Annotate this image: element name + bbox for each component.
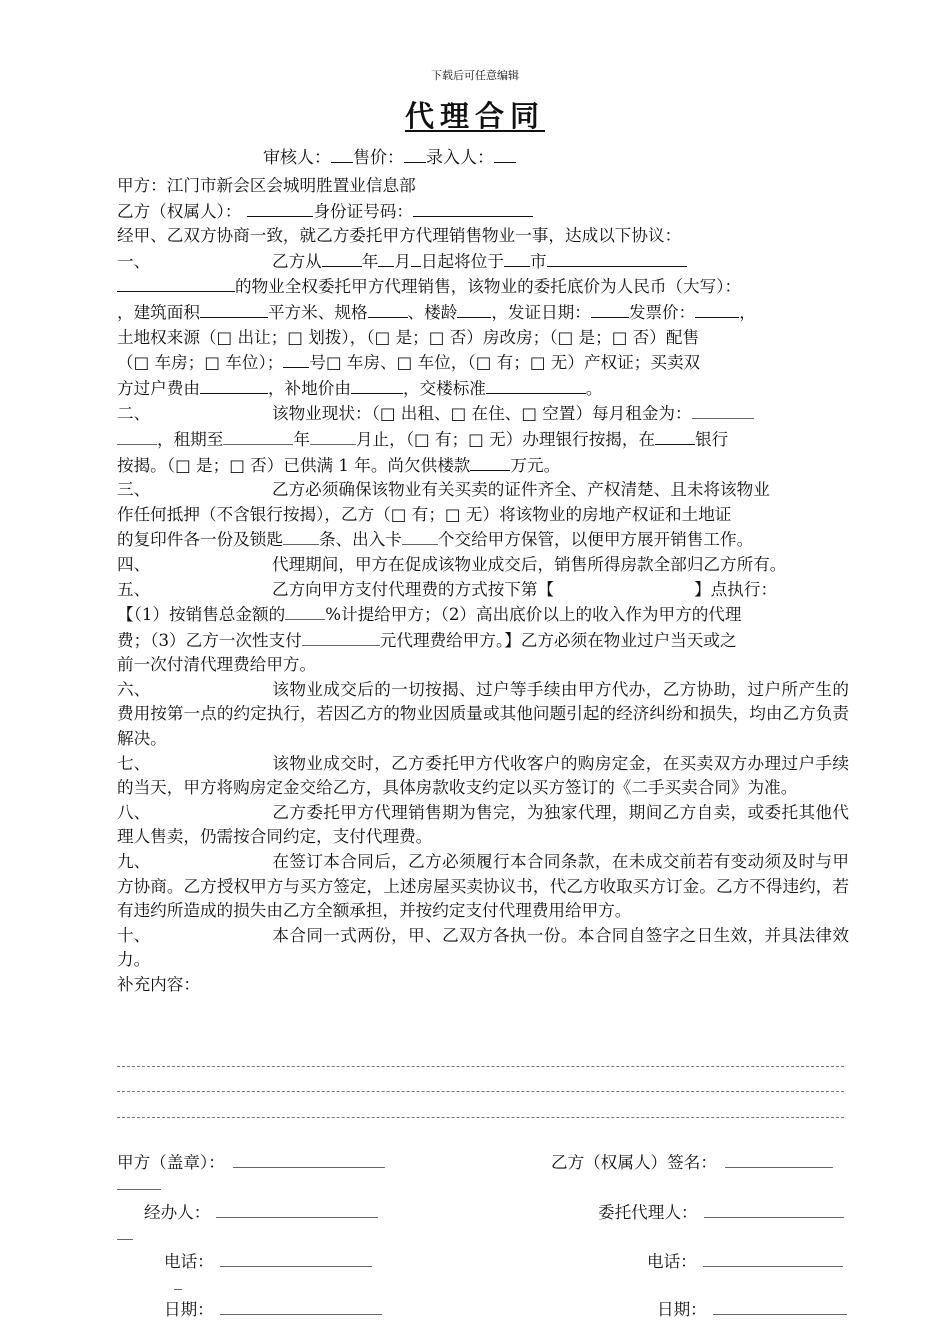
proxy-blank[interactable] [704,1202,844,1218]
clause-7-number: 七、 [117,753,151,773]
clause-4 [117,553,849,578]
clause-10-number: 十、 [117,925,151,945]
clause-1-text: 方过户费由 [117,378,200,398]
header-note: 下载后可任意编辑 [431,69,519,82]
agent [144,1199,378,1223]
party-a-seal-blank[interactable] [233,1152,385,1168]
entry-label: 录入人： [426,148,494,168]
party-b-line [117,199,849,225]
clause-1-text: 月 [394,251,411,271]
clause-2-number: 二、 [117,404,151,424]
clause-1-text: 乙方从 [272,251,322,271]
clause-1-text: 平方米、规格 [267,302,368,322]
party-a-seal-tail [117,1189,161,1190]
party-b-date-blank[interactable] [713,1299,847,1315]
clause-7-text: 该物业成交时，乙方委托甲方代收客户的购房定金，在买卖双方办理过户手续的当天，甲方将购房定金交给乙方，具体房款收支约定以买方签订的《二手买卖合同》为准。 [117,753,849,798]
supplement-line-1[interactable] [117,1066,844,1067]
rent-blank-2[interactable] [117,427,157,445]
party-b-phone-blank[interactable] [703,1251,843,1267]
bank-blank[interactable] [655,427,695,445]
clause-8 [117,801,849,850]
clause-1-text: （□ 车房；□ 车位）； [117,353,284,373]
month-blank[interactable] [378,249,394,267]
review-line [263,143,516,168]
clause-9-text: 在签订本合同后，乙方必须履行本合同条款，在未成交前若有变动须及时与甲方协商。乙方授权甲方与买方签定，上述房屋买卖协议书，代乙方收取买方订金。乙方不得违约，若有违约所造成的损失由乙方全额承担，并按约定支付代理费用给甲方。 [117,852,849,921]
card-count-blank[interactable] [402,527,438,545]
percent-blank[interactable] [285,602,325,620]
party-a-phone [164,1248,372,1272]
clause-4-text: 代理期间，甲方在促成该物业成交后，销售所得房款全部归乙方所有。 [272,554,787,574]
clause-1-text: ，补地价由 [267,378,351,398]
clause-1-text: 发票价： [628,302,696,322]
id-blank[interactable] [413,199,533,217]
party-a-seal-label: 甲方（盖章）： [117,1153,225,1172]
party-a-seal [117,1149,385,1173]
clause-6-number: 六、 [117,679,151,699]
party-b-signature-label: 乙方（权属人）签名： [551,1153,717,1172]
document-title [0,94,950,135]
clause-5-text: 】点执行： [694,579,778,599]
year-blank[interactable] [322,249,362,267]
proxy-label: 委托代理人： [598,1203,698,1222]
proxy [598,1199,844,1223]
clause-1 [117,249,849,402]
lease-year-blank[interactable] [223,427,293,445]
clause-1-text: ，发证日期： [491,302,591,322]
clause-1-text: 的物业全权委托甲方代理销售，该物业的委托底价为人民币（大写）： [235,277,742,297]
clause-3-text: 的复印件各一份及锁匙 [117,530,283,550]
party-a-date-label: 日期： [164,1300,214,1319]
location-blank[interactable] [547,249,687,267]
party-a-phone-label: 电话： [164,1252,214,1271]
entry-blank[interactable] [494,145,516,163]
agent-blank[interactable] [216,1202,378,1218]
document-title-text: 代理合同 [404,99,545,133]
clause-1-text: 日起将位于 [420,251,504,271]
lump-sum-blank[interactable] [302,628,380,646]
clause-2-text: 万元。 [510,455,561,475]
party-a-date-blank[interactable] [220,1299,382,1315]
clause-5-text: 前一次付清代理费给甲方。 [117,655,317,675]
party-b-signature [551,1149,833,1173]
contract-body [117,174,849,998]
party-a-line: 甲方：江门市新会区会城明胜置业信息部 [117,176,416,195]
intro-line: 经甲、乙双方协商一致，就乙方委托甲方代理销售物业一事，达成以下协议： [117,226,682,246]
agent-label: 经办人： [144,1203,211,1222]
reviewer-label: 审核人： [263,148,331,168]
clause-10 [117,924,849,973]
parking-number-blank[interactable] [283,350,309,368]
clause-3-text: 作任何抵押（不含银行按揭），乙方（□ 有；□ 无）将该物业的房地产权证和土地证 [117,504,732,524]
clause-7 [117,752,849,801]
clause-1-text: 土地权来源（□ 出让；□ 划拨），（□ 是；□ 否）房改房；（□ 是；□ 否）配售 [117,327,700,347]
loan-balance-blank[interactable] [470,453,510,471]
clause-3-text: 条、出入卡 [318,530,402,550]
clause-3-text: 乙方必须确保该物业有关买卖的证件齐全、产权清楚、且未将该物业 [272,480,770,500]
clause-1-number: 一、 [117,251,151,271]
clause-2-text: 月止，（□ 有；□ 无）办理银行按揭，在 [355,429,656,449]
clause-10-text: 本合同一式两份，甲、乙双方各执一份。本合同自签字之日生效，并具法律效力。 [117,925,849,970]
clause-5-text: %计提给甲方；（2）高出底价以上的收入作为甲方的代理 [325,605,742,625]
clause-2-text: 银行 [695,429,729,449]
clause-1-text: 、楼龄 [407,302,458,322]
supplement-line-3[interactable] [117,1117,844,1118]
clause-5-number: 五、 [117,579,151,599]
city-blank[interactable] [504,249,530,267]
party-b-date-label: 日期： [657,1300,707,1319]
phone-tail [174,1289,182,1290]
id-label: 身份证号码： [313,201,414,221]
clause-5-text: 费；（3）乙方一次性支付 [117,630,302,650]
reviewer-blank[interactable] [331,145,353,163]
clause-8-text: 乙方委托甲方代理销售期为售完，为独家代理，期间乙方自卖，或委托其他代理人售卖，仍需按合同约定，支付代理费。 [117,802,849,847]
transfer-fee-blank[interactable] [200,376,268,394]
clause-3 [117,478,849,553]
clause-2-text: ，租期至 [157,429,224,449]
clause-1-text: ，交楼标准 [402,378,486,398]
clause-8-number: 八、 [117,802,151,822]
clause-9-number: 九、 [117,852,151,872]
party-b-label: 乙方（权属人）： [117,201,242,221]
clause-9 [117,850,849,924]
rent-blank[interactable] [692,401,754,419]
invoice-price-blank[interactable] [695,300,739,318]
clause-2-text: 该物业现状：（□ 出租、□ 在住、□ 空置）每月租金为： [272,404,692,424]
spec-blank[interactable] [368,300,408,318]
party-b-signature-blank[interactable] [725,1152,833,1168]
clause-5-text: 【（1）按销售总金额的 [117,605,286,625]
party-b-phone [647,1248,843,1272]
key-count-blank[interactable] [283,527,319,545]
party-b-date [657,1296,847,1320]
clause-4-number: 四、 [117,554,151,574]
clause-5-text: 元代理费给甲方。】乙方必须在物业过户当天或之 [379,630,737,650]
supplement-line-2[interactable] [117,1091,844,1092]
clause-5-text: 乙方向甲方支付代理费的方式按下第【 [272,579,555,599]
clause-1-text: 号□ 车房、□ 车位，（□ 有；□ 无）产权证；买卖双 [309,353,701,373]
area-blank[interactable] [200,300,268,318]
clause-2-text: 年 [293,429,310,449]
issue-date-blank[interactable] [591,300,629,318]
clause-1-text: 。 [585,378,603,398]
party-b-blank[interactable] [247,199,313,217]
clause-1-text: ， [739,302,756,322]
handover-standard-blank[interactable] [486,376,586,394]
location-blank-2[interactable] [117,274,235,292]
clause-6 [117,678,849,752]
clause-1-text: 市 [529,251,547,271]
day-blank[interactable] [411,249,421,267]
clause-1-text: ，建筑面积 [117,302,200,322]
clause-2 [117,401,849,478]
clause-6-text: 该物业成交后的一切按揭、过户等手续由甲方代办，乙方协助，过户所产生的费用按第一点的约定执行，若因乙方的物业因质量或其他问题引起的经济纠纷和损失，均由乙方负责解决。 [117,679,849,749]
price-label: 售价： [353,148,404,168]
lease-month-blank[interactable] [310,427,356,445]
party-b-phone-label: 电话： [647,1252,697,1271]
clause-3-number: 三、 [117,480,151,500]
clause-5 [117,578,849,678]
age-blank[interactable] [457,300,491,318]
party-a-date [164,1296,382,1320]
agent-tail [117,1239,133,1240]
clause-3-text: 个交给甲方保管，以便甲方展开销售工作。 [437,530,754,550]
price-blank[interactable] [404,145,426,163]
clause-2-text: 按揭。（□ 是；□ 否）已供满 1 年。尚欠供楼款 [117,455,471,475]
clause-1-text: 年 [361,251,379,271]
land-fee-blank[interactable] [351,376,403,394]
supplement-label: 补充内容： [117,975,200,994]
party-a-phone-blank[interactable] [220,1251,372,1267]
